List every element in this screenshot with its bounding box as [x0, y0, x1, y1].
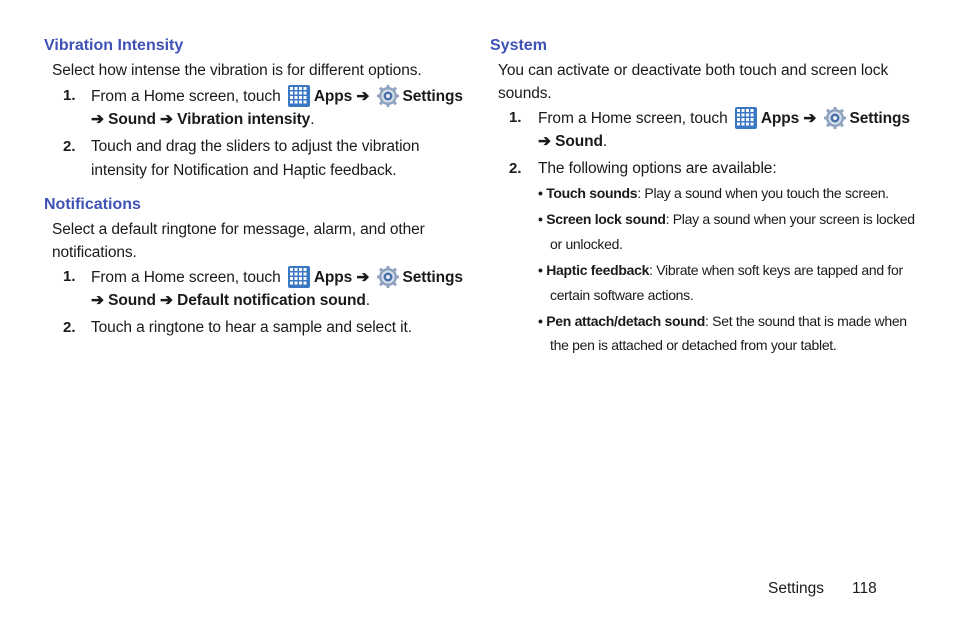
bullet-desc-continued: or unlocked.	[550, 236, 623, 252]
bullet-item-touch-sounds	[538, 183, 889, 203]
step-number: 2.	[63, 319, 76, 336]
step-text	[91, 86, 463, 108]
section-intro-line1: Select a default ringtone for message, alarm, and other	[52, 221, 425, 238]
settings-label: Settings	[402, 269, 463, 287]
apps-label: Apps	[313, 269, 353, 287]
arrow-icon: ➔	[538, 133, 551, 150]
bullet-marker: •	[538, 262, 543, 278]
apps-label: Apps	[313, 88, 353, 106]
section-heading-notifications: Notifications	[44, 196, 141, 213]
arrow-icon: ➔	[91, 292, 104, 309]
bullet-desc: : Play a sound when your screen is locked	[665, 211, 915, 227]
bullet-marker: •	[538, 185, 543, 201]
sound-label: Sound	[555, 133, 603, 150]
step-text: The following options are available:	[538, 160, 777, 177]
vibration-intensity-label: Vibration intensity	[177, 111, 311, 128]
step-text-prefix: From a Home screen, touch	[91, 88, 281, 106]
step-text-prefix: From a Home screen, touch	[91, 269, 281, 287]
apps-label: Apps	[760, 110, 800, 128]
step-text: Touch a ringtone to hear a sample and select it.	[91, 319, 412, 336]
step-text	[91, 267, 463, 289]
bullet-item-haptic-feedback	[538, 260, 903, 280]
settings-gear-icon	[377, 85, 399, 107]
section-intro-line2: sounds.	[498, 85, 552, 102]
footer-section-name: Settings	[768, 580, 825, 597]
bullet-item-pen-attach-detach-sound	[538, 311, 907, 331]
settings-label: Settings	[849, 110, 910, 128]
step-number: 2.	[63, 138, 76, 155]
step-text-continued	[538, 132, 607, 152]
step-number: 2.	[509, 160, 522, 177]
sound-label: Sound	[108, 111, 156, 128]
page-number: 118	[852, 580, 877, 597]
arrow-icon: ➔	[803, 110, 817, 128]
arrow-icon: ➔	[356, 269, 370, 287]
bullet-term: Screen lock sound	[546, 211, 666, 227]
settings-gear-icon	[824, 107, 846, 129]
bullet-item-screen-lock-sound	[538, 209, 915, 229]
bullet-desc-continued: the pen is attached or detached from your tablet.	[550, 337, 837, 353]
bullet-marker: •	[538, 313, 543, 329]
step-text-continued	[91, 110, 314, 130]
arrow-icon: ➔	[91, 111, 104, 128]
bullet-desc: : Vibrate when soft keys are tapped and for	[649, 262, 903, 278]
section-heading-vibration-intensity: Vibration Intensity	[44, 37, 184, 54]
step-number: 1.	[63, 87, 76, 104]
section-intro-line1: You can activate or deactivate both touch and screen lock	[498, 62, 889, 79]
section-intro-line2: notifications.	[52, 244, 137, 261]
period: .	[365, 292, 370, 309]
arrow-icon: ➔	[160, 292, 173, 309]
bullet-desc: : Set the sound that is made when	[705, 313, 907, 329]
sound-label: Sound	[108, 292, 156, 309]
apps-grid-icon	[735, 107, 757, 129]
step-number: 1.	[509, 109, 522, 126]
settings-label: Settings	[402, 88, 463, 106]
step-text-continued	[91, 291, 370, 311]
period: .	[310, 111, 315, 128]
bullet-term: Touch sounds	[546, 185, 638, 201]
default-notification-sound-label: Default notification sound	[177, 292, 366, 309]
bullet-desc: : Play a sound when you touch the screen.	[637, 185, 889, 201]
arrow-icon: ➔	[160, 111, 173, 128]
bullet-term: Pen attach/detach sound	[546, 313, 705, 329]
settings-gear-icon	[377, 266, 399, 288]
apps-grid-icon	[288, 266, 310, 288]
bullet-marker: •	[538, 211, 543, 227]
step-number: 1.	[63, 268, 76, 285]
arrow-icon: ➔	[356, 88, 370, 106]
bullet-desc-continued: certain software actions.	[550, 287, 694, 303]
apps-grid-icon	[288, 85, 310, 107]
step-text-prefix: From a Home screen, touch	[538, 110, 728, 128]
period: .	[602, 133, 608, 150]
bullet-term: Haptic feedback	[546, 262, 650, 278]
section-intro: Select how intense the vibration is for different options.	[52, 62, 422, 79]
section-heading-system: System	[490, 37, 547, 54]
step-text-line1: Touch and drag the sliders to adjust the vibration	[91, 138, 420, 155]
step-text	[538, 108, 910, 130]
step-text-line2: intensity for Notification and Haptic feedback.	[91, 162, 397, 179]
